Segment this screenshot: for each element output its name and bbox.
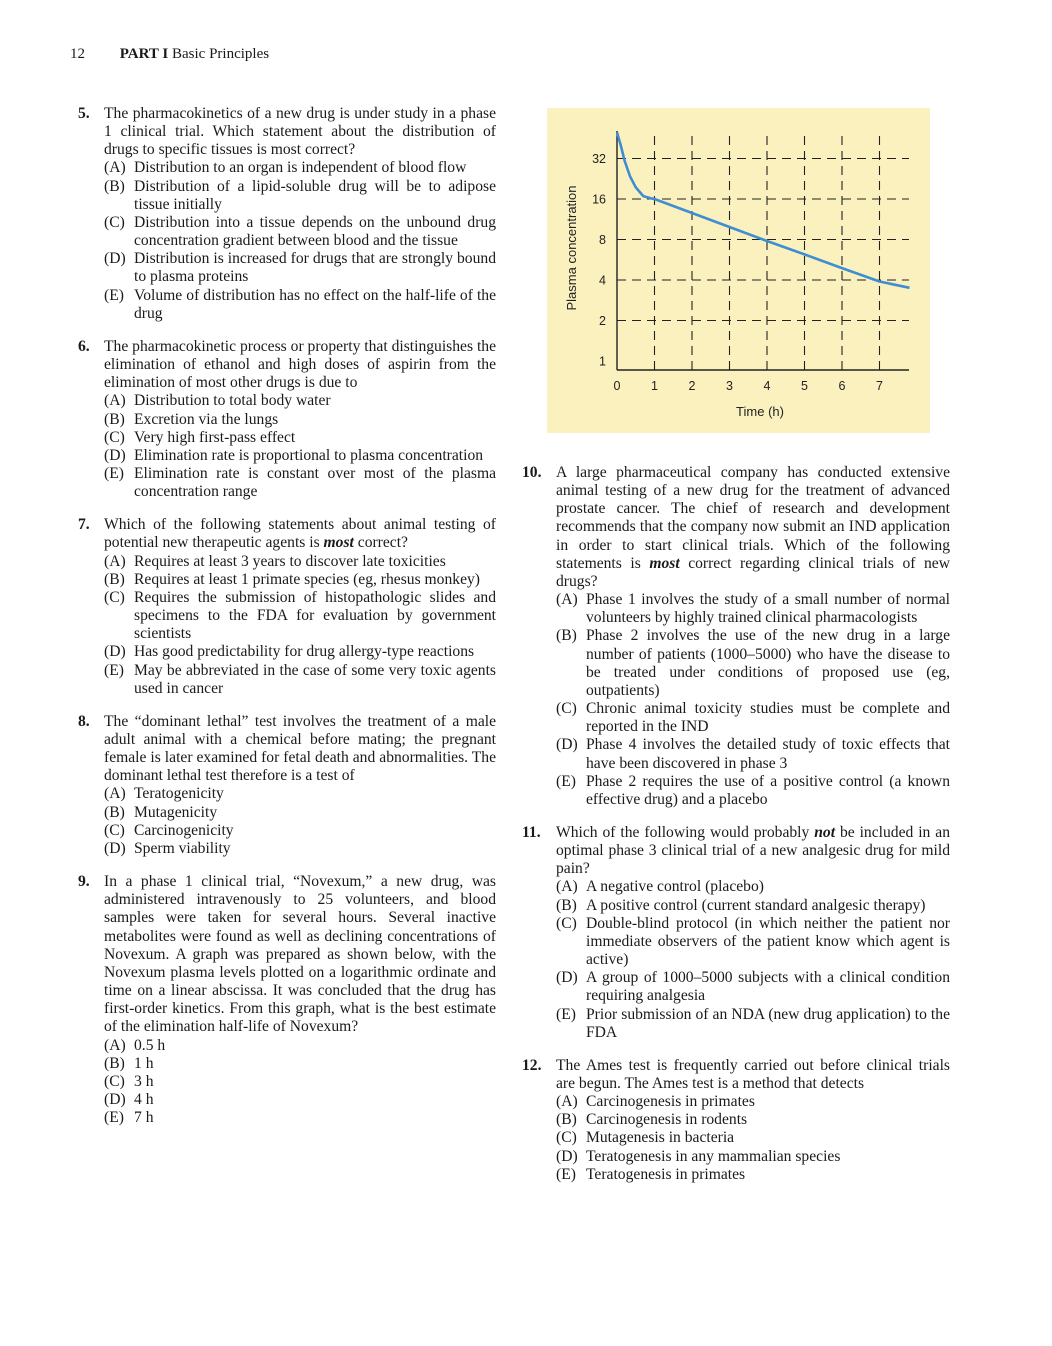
x-tick-label: 2 xyxy=(688,379,696,393)
question-stem xyxy=(78,338,496,392)
question-text: The pharmacokinetics of a new drug is under study in a phase 1 clinical trial. Which statement about the distribution of drugs to specific tissues is most correct? xyxy=(104,105,496,159)
option-label: (C) xyxy=(104,213,125,231)
option-label: (E) xyxy=(104,661,124,679)
answer-option xyxy=(104,822,496,840)
option-label: (E) xyxy=(556,772,576,790)
x-tick-label: 6 xyxy=(838,379,846,393)
answer-option xyxy=(104,287,496,323)
y-tick-label: 1 xyxy=(599,354,606,369)
option-text: Phase 4 involves the detailed study of toxic effects that have been discovered in phase 3 xyxy=(586,736,950,772)
question-text: The “dominant lethal” test involves the treatment of a male adult animal with a chemical before mating; the pregnant female is later examined for fetal death and abnormalities. The dominant lethal test therefore is a test of xyxy=(104,712,496,785)
y-tick-label: 2 xyxy=(599,314,606,328)
option-label: (D) xyxy=(104,250,126,268)
answer-option xyxy=(104,159,496,177)
option-text: 3 h xyxy=(134,1072,154,1090)
option-label: (C) xyxy=(104,428,125,446)
answer-option xyxy=(104,447,496,465)
option-text: Excretion via the lungs xyxy=(134,410,279,428)
option-label: (D) xyxy=(556,969,578,987)
option-label: (A) xyxy=(104,159,126,177)
question-12 xyxy=(522,1057,950,1184)
option-label: (A) xyxy=(104,392,126,410)
option-text: Teratogenicity xyxy=(134,785,224,803)
option-label: (C) xyxy=(104,821,125,839)
option-label: (A) xyxy=(556,591,578,609)
question-number: 8. xyxy=(78,712,90,730)
answer-option xyxy=(104,643,496,661)
answer-option xyxy=(104,804,496,822)
x-tick-label: 7 xyxy=(876,379,883,393)
page-header xyxy=(70,46,269,63)
option-label: (D) xyxy=(104,446,126,464)
answer-option xyxy=(104,662,496,698)
question-9 xyxy=(78,873,496,1127)
answer-option xyxy=(104,553,496,571)
option-text: Prior submission of an NDA (new drug application) to the FDA xyxy=(586,1005,950,1041)
option-text: A positive control (current standard analgesic therapy) xyxy=(586,896,926,914)
answer-option xyxy=(104,840,496,858)
option-label: (A) xyxy=(104,1036,126,1054)
answer-option xyxy=(104,1073,496,1091)
y-tick-label: 8 xyxy=(599,233,606,247)
option-label: (E) xyxy=(104,1109,124,1127)
concentration-time-chart xyxy=(547,108,930,433)
option-text: Has good predictability for drug allergy-type reactions xyxy=(134,643,475,661)
option-text: Chronic animal toxicity studies must be complete and reported in the IND xyxy=(586,700,950,736)
option-label: (B) xyxy=(104,803,125,821)
y-tick-label: 16 xyxy=(592,192,606,207)
option-label: (D) xyxy=(104,839,126,857)
option-label: (A) xyxy=(556,878,578,896)
x-tick-label: 3 xyxy=(726,379,733,393)
question-5 xyxy=(78,105,496,323)
answer-option xyxy=(104,571,496,589)
option-label: (B) xyxy=(104,570,125,588)
option-text: Very high first-pass effect xyxy=(134,428,296,446)
answer-option xyxy=(556,969,950,1005)
question-text: The Ames test is frequently carried out before clinical trials are begun. The Ames test is a method that detects xyxy=(556,1056,950,1092)
answer-option xyxy=(104,1037,496,1055)
option-label: (B) xyxy=(556,896,577,914)
option-label: (E) xyxy=(556,1165,576,1183)
question-text-part: be included in an optimal phase 3 clinical trial of a new analgesic drug for mild pain? xyxy=(556,823,950,878)
option-text: Distribution to total body water xyxy=(134,392,331,410)
x-tick-label: 0 xyxy=(613,379,621,393)
option-text: Carcinogenicity xyxy=(134,821,234,839)
option-text: Sperm viability xyxy=(134,839,231,857)
answer-option xyxy=(104,392,496,410)
option-label: (C) xyxy=(104,1072,125,1090)
option-text: Distribution of a lipid-soluble drug will be to adipose tissue initially xyxy=(134,177,496,213)
option-label: (D) xyxy=(104,643,126,661)
x-tick-label: 5 xyxy=(801,379,808,393)
left-column xyxy=(78,105,496,1142)
option-label: (A) xyxy=(104,785,126,803)
x-axis-label: Time (h) xyxy=(736,404,784,419)
question-number: 6. xyxy=(78,337,90,355)
answer-option xyxy=(556,915,950,969)
question-number: 7. xyxy=(78,516,90,534)
answer-option xyxy=(104,214,496,250)
question-7 xyxy=(78,516,496,698)
y-tick-label: 32 xyxy=(592,152,606,166)
answer-option xyxy=(556,1166,950,1184)
option-label: (A) xyxy=(556,1093,578,1111)
answer-option xyxy=(104,250,496,286)
option-text: Mutagenicity xyxy=(134,803,218,821)
question-text xyxy=(556,824,950,878)
option-text: Teratogenesis in primates xyxy=(586,1165,746,1183)
question-text xyxy=(104,516,496,552)
emphasized-word: not xyxy=(814,823,836,841)
option-label: (D) xyxy=(104,1090,126,1108)
question-stem xyxy=(522,824,950,878)
question-text-part: Which of the following would probably xyxy=(556,823,815,841)
question-10 xyxy=(522,464,950,809)
answer-option xyxy=(556,1111,950,1129)
emphasized-word: most xyxy=(323,534,354,552)
right-column xyxy=(522,464,950,1199)
option-text: Teratogenesis in any mammalian species xyxy=(586,1147,841,1165)
option-label: (B) xyxy=(556,627,577,645)
option-text: Double-blind protocol (in which neither the patient nor immediate observers of the patient know which agent is active) xyxy=(586,914,950,969)
option-label: (C) xyxy=(104,588,125,606)
option-label: (E) xyxy=(104,464,124,482)
question-text-part: correct regarding clinical trials of new drugs? xyxy=(556,554,950,590)
question-stem xyxy=(522,1057,950,1093)
option-label: (B) xyxy=(104,410,125,428)
answer-option xyxy=(556,627,950,700)
option-text: Distribution is increased for drugs that are strongly bound to plasma proteins xyxy=(134,250,496,286)
question-number: 11. xyxy=(522,823,541,841)
answer-option xyxy=(556,736,950,772)
answer-option xyxy=(104,411,496,429)
answer-option xyxy=(556,700,950,736)
question-number: 9. xyxy=(78,873,90,891)
answer-option xyxy=(104,1055,496,1073)
option-text: Mutagenesis in bacteria xyxy=(586,1129,735,1147)
option-text: Elimination rate is proportional to plasma concentration xyxy=(134,446,484,464)
answer-option xyxy=(104,178,496,214)
question-stem xyxy=(78,713,496,786)
question-stem xyxy=(78,516,496,552)
part-label: PART I xyxy=(119,46,169,62)
part-title: Basic Principles xyxy=(172,46,270,62)
question-stem xyxy=(78,873,496,1036)
option-label: (B) xyxy=(104,177,125,195)
option-label: (A) xyxy=(104,552,126,570)
answer-option xyxy=(104,785,496,803)
option-label: (D) xyxy=(556,1147,578,1165)
answer-option xyxy=(556,897,950,915)
emphasized-word: most xyxy=(649,554,680,572)
option-label: (B) xyxy=(556,1111,577,1129)
question-text xyxy=(556,464,950,591)
option-text: Requires at least 3 years to discover late toxicities xyxy=(134,552,446,570)
question-text-part: correct? xyxy=(353,534,408,552)
answer-option xyxy=(556,1093,950,1111)
answer-option xyxy=(556,878,950,896)
option-text: May be abbreviated in the case of some very toxic agents used in cancer xyxy=(134,661,496,697)
option-text: Carcinogenesis in rodents xyxy=(586,1111,748,1129)
option-label: (C) xyxy=(556,700,577,718)
option-text: A negative control (placebo) xyxy=(586,878,764,896)
question-number: 10. xyxy=(522,464,542,481)
option-label: (E) xyxy=(104,286,124,304)
question-text-part: A large pharmaceutical company has conducted extensive animal testing of a new drug for the treatment of advanced prostate cancer. The chief of research and development recommends that the company now submit an IND application in order to start clinical trials. Which of the following statements is xyxy=(556,464,950,572)
x-tick-label: 1 xyxy=(651,379,658,393)
answer-option xyxy=(556,1129,950,1147)
question-stem xyxy=(78,105,496,159)
option-text: Requires the submission of histopathologic slides and specimens to the FDA for evaluation by government scientists xyxy=(134,588,496,643)
option-text: Distribution into a tissue depends on the unbound drug concentration gradient between blood and the tissue xyxy=(134,213,496,250)
option-label: (C) xyxy=(556,1129,577,1147)
option-text: Carcinogenesis in primates xyxy=(586,1093,755,1111)
question-number: 12. xyxy=(522,1056,542,1074)
option-text: Requires at least 1 primate species (eg, rhesus monkey) xyxy=(134,570,480,588)
option-text: Distribution to an organ is independent of blood flow xyxy=(134,159,467,177)
answer-option xyxy=(556,1006,950,1042)
answer-option xyxy=(556,1148,950,1166)
option-label: (D) xyxy=(556,736,578,754)
answer-option xyxy=(556,591,950,627)
option-text: Elimination rate is constant over most of the plasma concentration range xyxy=(134,464,496,501)
y-axis-label: Plasma concentration xyxy=(564,185,579,311)
option-label: (B) xyxy=(104,1054,125,1072)
answer-option xyxy=(104,429,496,447)
question-6 xyxy=(78,338,496,501)
question-11 xyxy=(522,824,950,1042)
question-text: The pharmacokinetic process or property that distinguishes the elimination of ethanol and high doses of aspirin from the elimination of most other drugs is due to xyxy=(104,337,496,392)
option-text: 0.5 h xyxy=(134,1036,166,1054)
question-stem xyxy=(522,464,950,591)
option-text: 1 h xyxy=(134,1054,154,1072)
question-number: 5. xyxy=(78,105,90,122)
option-text: A group of 1000–5000 subjects with a clinical condition requiring analgesia xyxy=(586,969,950,1005)
option-label: (C) xyxy=(556,914,577,932)
option-text: Phase 2 involves the use of the new drug in a large number of patients (1000–5000) who have the disease to be treated under conditions of proposed use (eg, outpatients) xyxy=(586,627,950,699)
chart-svg xyxy=(547,108,930,433)
x-tick-label: 4 xyxy=(763,379,771,393)
option-text: Phase 2 requires the use of a positive control (a known effective drug) and a placebo xyxy=(586,772,950,808)
y-tick-label: 4 xyxy=(599,273,606,288)
question-8 xyxy=(78,713,496,858)
question-text-part: Which of the following statements about animal testing of potential new therapeutic agents is xyxy=(104,516,496,552)
question-text: In a phase 1 clinical trial, “Novexum,” a new drug, was administered intravenously to 25 volunteers, and blood samples were taken for several hours. Several inactive metabolites were found as well as declining concentrations of Novexum. A graph was prepared as shown below, with the Novexum plasma levels plotted on a logarithmic ordinate and time on a linear abscissa. It was concluded that the drug has first-order kinetics. From this graph, what is the best estimate of the elimination half-life of Novexum? xyxy=(104,873,496,1036)
option-text: 7 h xyxy=(134,1109,154,1127)
answer-option xyxy=(104,1091,496,1109)
answer-option xyxy=(556,773,950,809)
option-text: Volume of distribution has no effect on the half-life of the drug xyxy=(134,286,496,322)
answer-option xyxy=(104,1109,496,1127)
option-label: (E) xyxy=(556,1005,576,1023)
page-number: 12 xyxy=(70,46,85,62)
option-text: Phase 1 involves the study of a small number of normal volunteers by highly trained clinical pharmacologists xyxy=(586,591,950,627)
answer-option xyxy=(104,589,496,643)
answer-option xyxy=(104,465,496,501)
option-text: 4 h xyxy=(134,1090,154,1108)
